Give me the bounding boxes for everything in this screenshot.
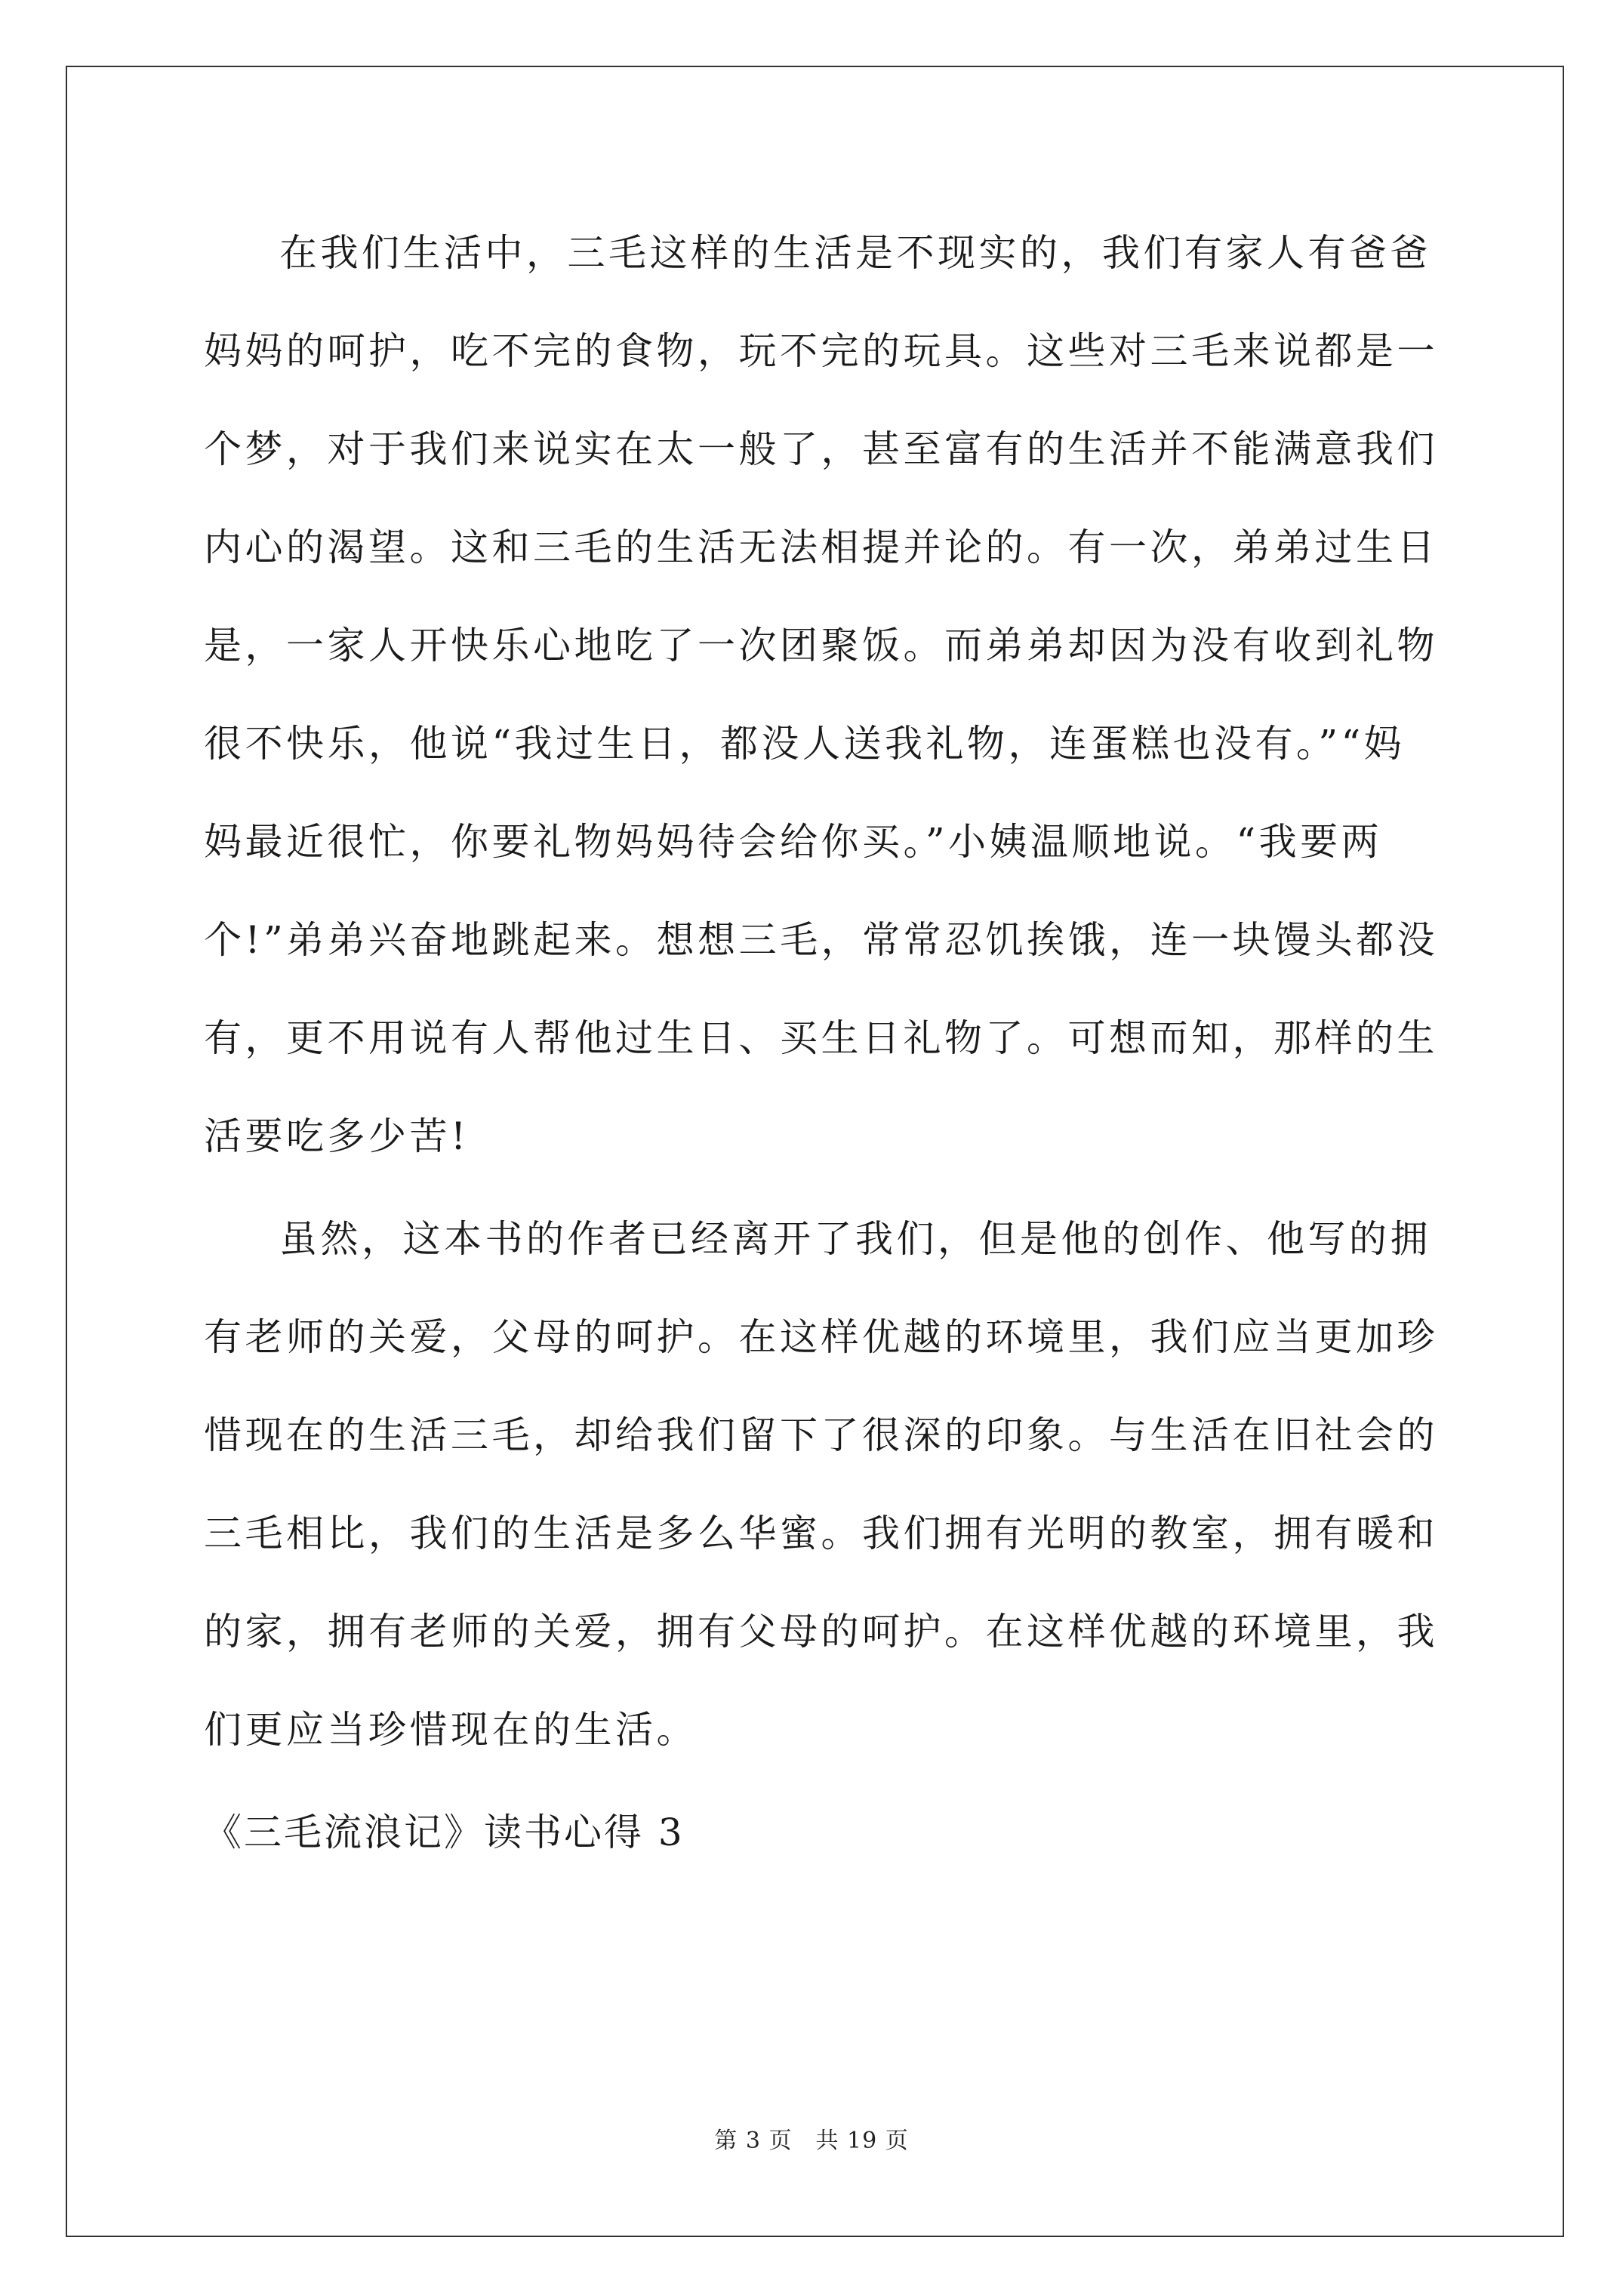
text-line: 内心的渴望。这和三毛的生活无法相提并论的。有一次，弟弟过生日 (204, 525, 1438, 569)
text-line: 个梦，对于我们来说实在太一般了，甚至富有的生活并不能满意我们 (204, 427, 1438, 471)
text-line: 的家，拥有老师的关爱，拥有父母的呵护。在这样优越的环境里，我 (204, 1610, 1438, 1653)
text-line: 虽然，这本书的作者已经离开了我们，但是他的创作、他写的拥 (279, 1217, 1431, 1261)
text-line: 很不快乐，他说“我过生日，都没人送我礼物，连蛋糕也没有。”“妈 (204, 722, 1406, 766)
text-line: 惜现在的生活三毛，却给我们留下了很深的印象。与生活在旧社会的 (204, 1413, 1438, 1457)
section-heading: 《三毛流浪记》读书心得 3 (204, 1811, 685, 1854)
text-line: 在我们生活中，三毛这样的生活是不现实的，我们有家人有爸爸 (279, 231, 1431, 275)
text-line: 妈最近很忙，你要礼物妈妈待会给你买。”小姨温顺地说。“我要两 (204, 820, 1383, 864)
text-line: 们更应当珍惜现在的生活。 (204, 1708, 698, 1752)
text-line: 三毛相比，我们的生活是多么华蜜。我们拥有光明的教室，拥有暖和 (204, 1512, 1438, 1555)
page-number-footer: 第 3 页 共 19 页 (714, 2128, 909, 2154)
paragraph-2 (204, 1190, 1438, 1779)
paragraph-1 (204, 204, 1439, 1185)
text-line: 是，一家人开快乐心地吃了一次团聚饭。而弟弟却因为没有收到礼物 (204, 624, 1438, 667)
text-line: 妈妈的呵护，吃不完的食物，玩不完的玩具。这些对三毛来说都是一 (204, 329, 1438, 373)
text-line: 有，更不用说有人帮他过生日、买生日礼物了。可想而知，那样的生 (204, 1016, 1438, 1060)
document-body (204, 204, 1439, 1881)
text-line: 个!”弟弟兴奋地跳起来。想想三毛，常常忍饥挨饿，连一块馒头都没 (204, 918, 1439, 962)
text-line: 有老师的关爱，父母的呵护。在这样优越的环境里，我们应当更加珍 (204, 1315, 1438, 1359)
text-line: 活要吃多少苦! (204, 1114, 470, 1158)
